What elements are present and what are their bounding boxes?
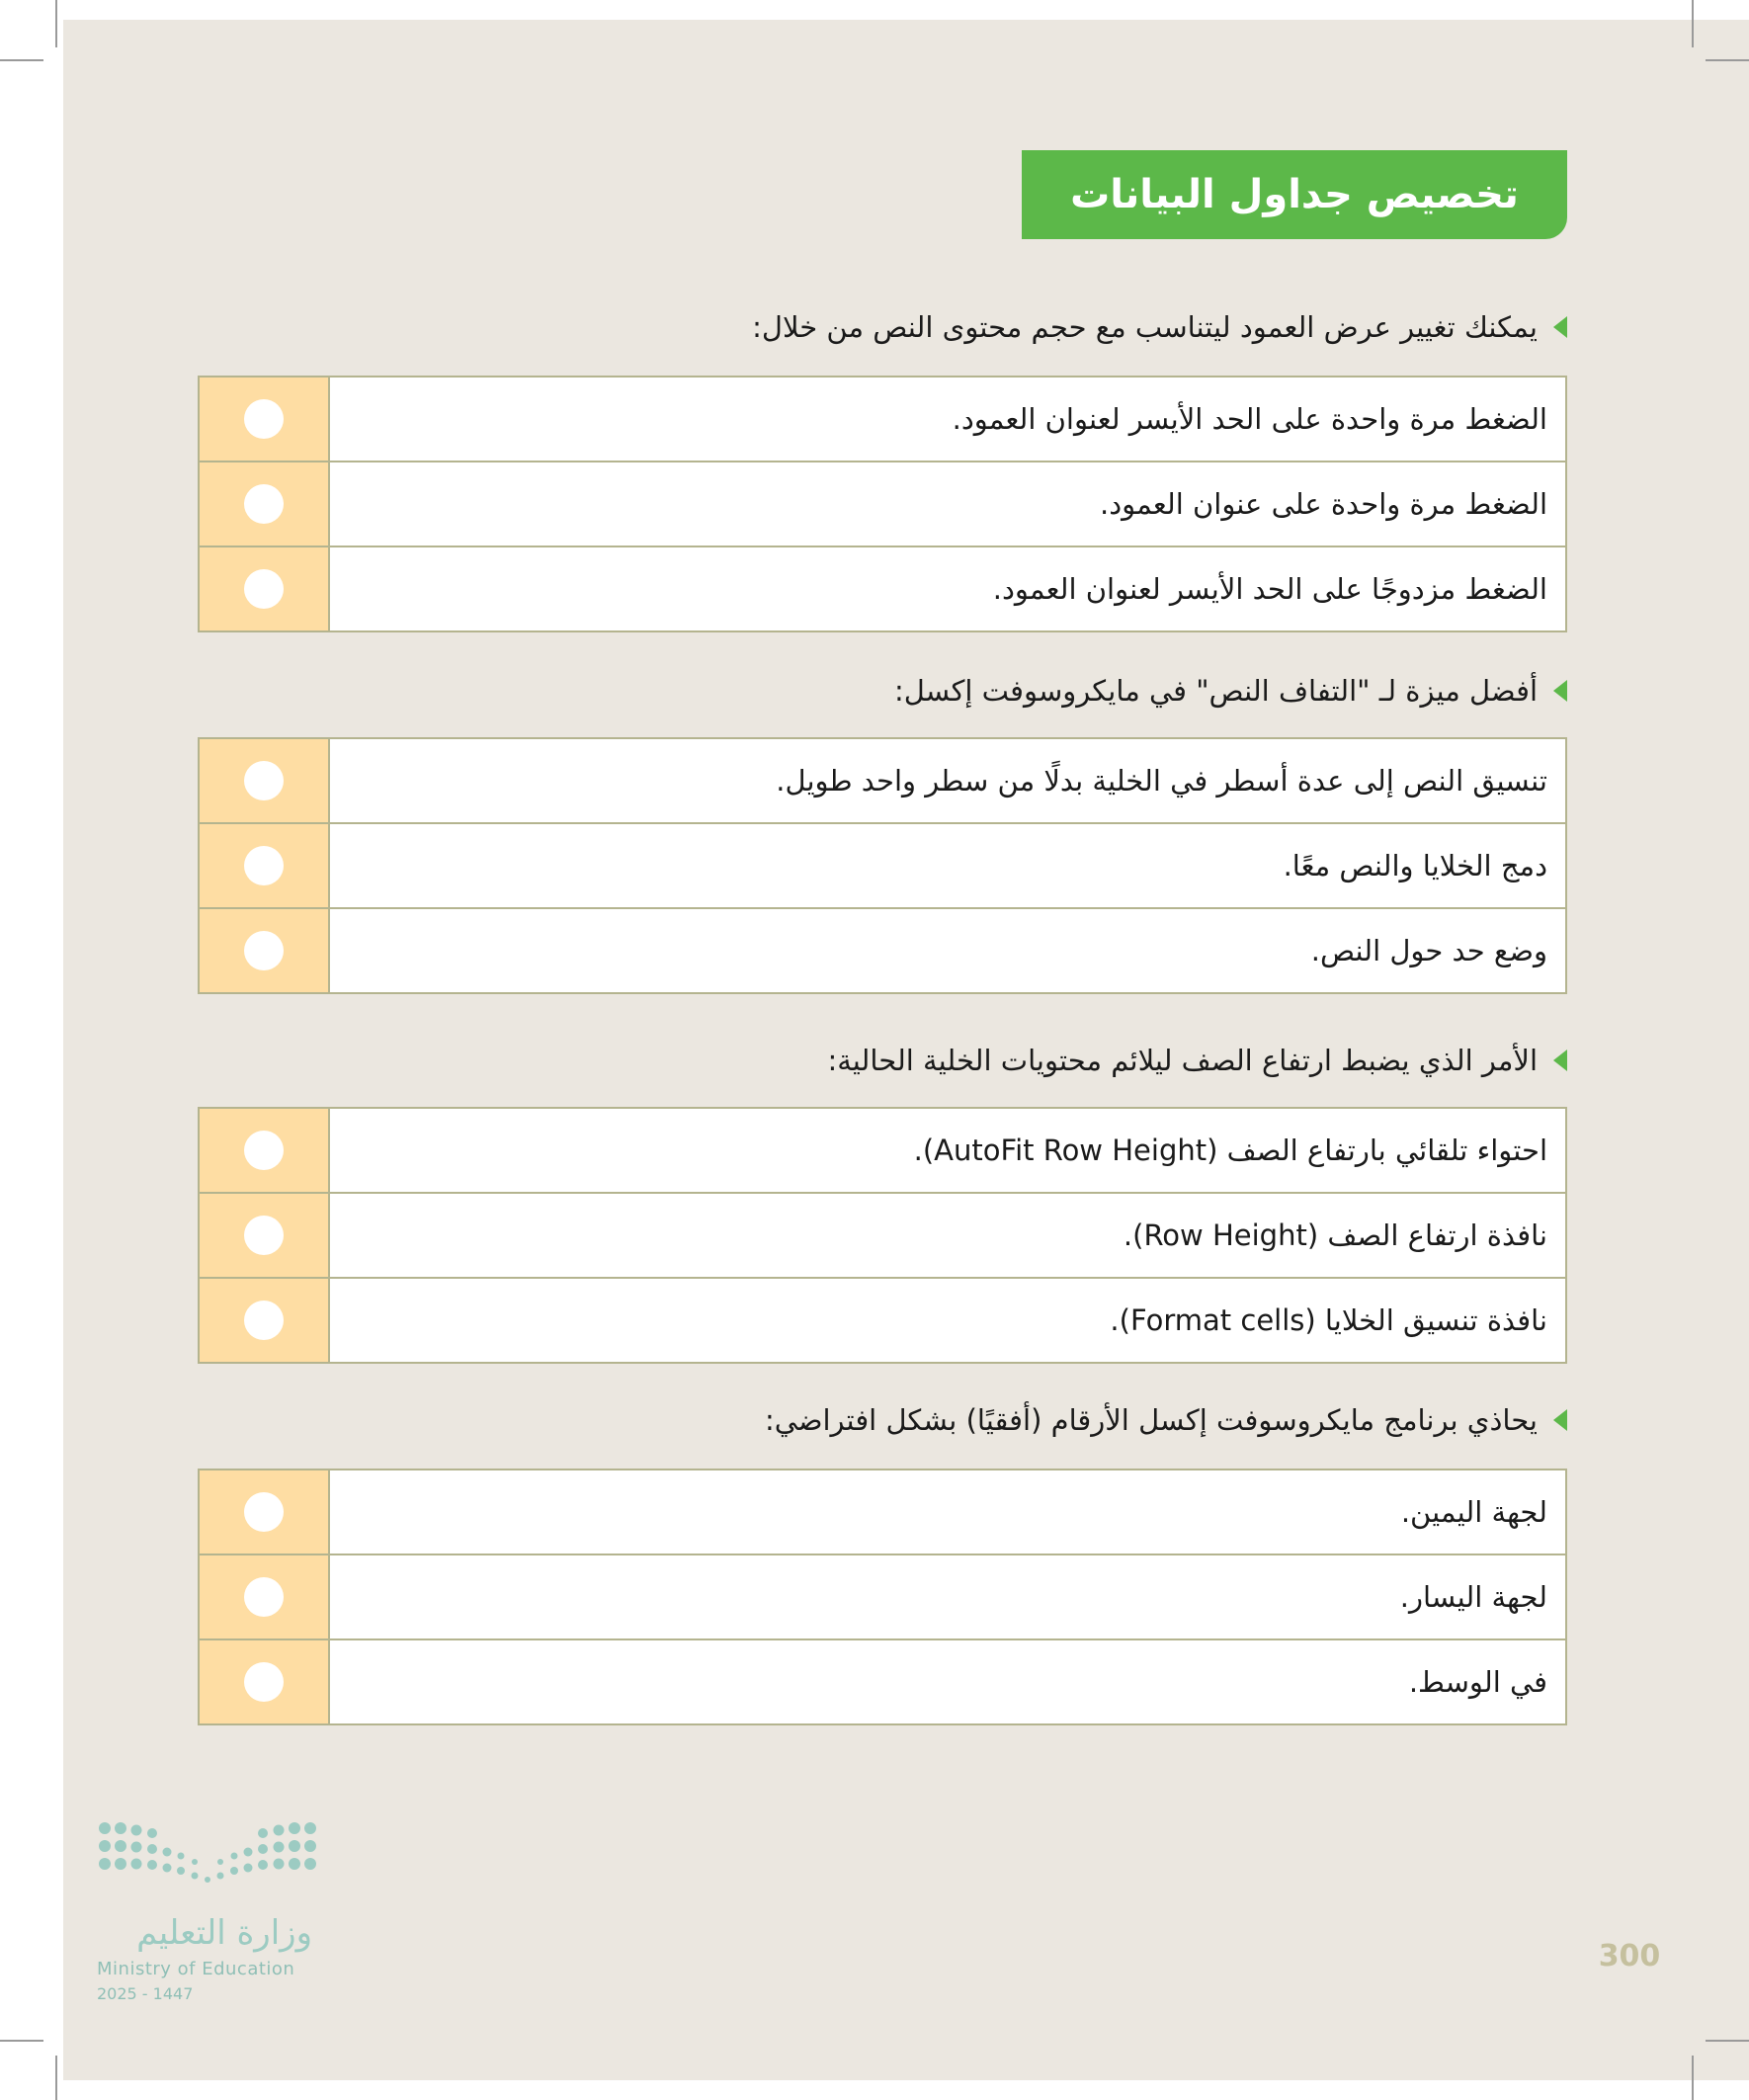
question-text: يحاذي برنامج مايكروسوفت إكسل الأرقام (أفقيًا) بشكل افتراضي: <box>764 1403 1538 1437</box>
radio-circle-icon[interactable] <box>244 1301 284 1340</box>
option-text: دمج الخلايا والنص معًا. <box>330 824 1565 907</box>
radio-circle-icon[interactable] <box>244 484 284 524</box>
option-row[interactable] <box>200 739 1565 824</box>
question-text: أفضل ميزة لـ "التفاف النص" في مايكروسوفت إكسل: <box>893 674 1538 708</box>
option-text: تنسيق النص إلى عدة أسطر في الخلية بدلًا من سطر واحد طويل. <box>330 739 1565 822</box>
bullet-icon <box>1553 1050 1567 1071</box>
options-list-1 <box>198 376 1567 632</box>
radio-circle-icon[interactable] <box>244 931 284 970</box>
option-text: الضغط مرة واحدة على عنوان العمود. <box>330 462 1565 546</box>
crop-mark <box>1692 0 1694 47</box>
option-row[interactable] <box>200 1640 1565 1723</box>
radio-circle-icon[interactable] <box>244 399 284 439</box>
option-text: الضغط مرة واحدة على الحد الأيسر لعنوان العمود. <box>330 378 1565 461</box>
option-marker[interactable] <box>200 824 330 907</box>
crop-mark <box>0 59 43 61</box>
option-row[interactable] <box>200 1470 1565 1555</box>
radio-circle-icon[interactable] <box>244 1662 284 1702</box>
bullet-icon <box>1553 316 1567 338</box>
option-text: نافذة ارتفاع الصف (Row Height). <box>330 1194 1565 1277</box>
bullet-icon <box>1553 1409 1567 1431</box>
option-marker[interactable] <box>200 1470 330 1554</box>
option-row[interactable] <box>200 1555 1565 1640</box>
option-marker[interactable] <box>200 1640 330 1723</box>
options-list-4 <box>198 1469 1567 1725</box>
ministry-year: 2025 - 1447 <box>97 1984 194 2003</box>
bullet-icon <box>1553 680 1567 702</box>
section-title: تخصيص جداول البيانات <box>1022 150 1567 239</box>
option-text: لجهة اليسار. <box>330 1555 1565 1638</box>
crop-mark <box>1692 2056 1694 2100</box>
crop-mark <box>0 2040 43 2042</box>
option-row[interactable] <box>200 547 1565 630</box>
crop-mark <box>55 0 57 47</box>
options-list-2 <box>198 737 1567 994</box>
crop-mark <box>1706 59 1749 61</box>
option-text: وضع حد حول النص. <box>330 909 1565 992</box>
radio-circle-icon[interactable] <box>244 846 284 885</box>
option-marker[interactable] <box>200 1555 330 1638</box>
options-list-3 <box>198 1107 1567 1364</box>
radio-circle-icon[interactable] <box>244 761 284 800</box>
ministry-name-english: Ministry of Education <box>97 1959 295 1979</box>
crop-mark <box>55 2056 57 2100</box>
option-row[interactable] <box>200 462 1565 547</box>
page-number: 300 <box>1598 1939 1661 1974</box>
option-row[interactable] <box>200 1194 1565 1279</box>
option-text: لجهة اليمين. <box>330 1470 1565 1554</box>
option-marker[interactable] <box>200 378 330 461</box>
question-3 <box>198 1038 1567 1083</box>
radio-circle-icon[interactable] <box>244 1131 284 1170</box>
option-text: نافذة تنسيق الخلايا (Format cells). <box>330 1279 1565 1362</box>
radio-circle-icon[interactable] <box>244 569 284 609</box>
option-marker[interactable] <box>200 462 330 546</box>
option-marker[interactable] <box>200 547 330 630</box>
option-row[interactable] <box>200 909 1565 992</box>
radio-circle-icon[interactable] <box>244 1577 284 1617</box>
question-text: يمكنك تغيير عرض العمود ليتناسب مع حجم محتوى النص من خلال: <box>752 310 1538 344</box>
option-row[interactable] <box>200 1109 1565 1194</box>
option-row[interactable] <box>200 824 1565 909</box>
option-text: في الوسط. <box>330 1640 1565 1723</box>
question-2 <box>198 668 1567 714</box>
option-row[interactable] <box>200 378 1565 462</box>
ministry-name-arabic: وزارة التعليم <box>136 1913 312 1953</box>
option-text: احتواء تلقائي بارتفاع الصف (AutoFit Row Height). <box>330 1109 1565 1192</box>
option-row[interactable] <box>200 1279 1565 1362</box>
radio-circle-icon[interactable] <box>244 1216 284 1255</box>
option-marker[interactable] <box>200 739 330 822</box>
option-marker[interactable] <box>200 1279 330 1362</box>
question-1 <box>198 304 1567 350</box>
option-marker[interactable] <box>200 1109 330 1192</box>
question-text: الأمر الذي يضبط ارتفاع الصف ليلائم محتويات الخلية الحالية: <box>827 1044 1538 1077</box>
option-marker[interactable] <box>200 1194 330 1277</box>
option-text: الضغط مزدوجًا على الحد الأيسر لعنوان العمود. <box>330 547 1565 630</box>
crop-mark <box>1706 2040 1749 2042</box>
question-4 <box>198 1397 1567 1443</box>
option-marker[interactable] <box>200 909 330 992</box>
radio-circle-icon[interactable] <box>244 1492 284 1532</box>
